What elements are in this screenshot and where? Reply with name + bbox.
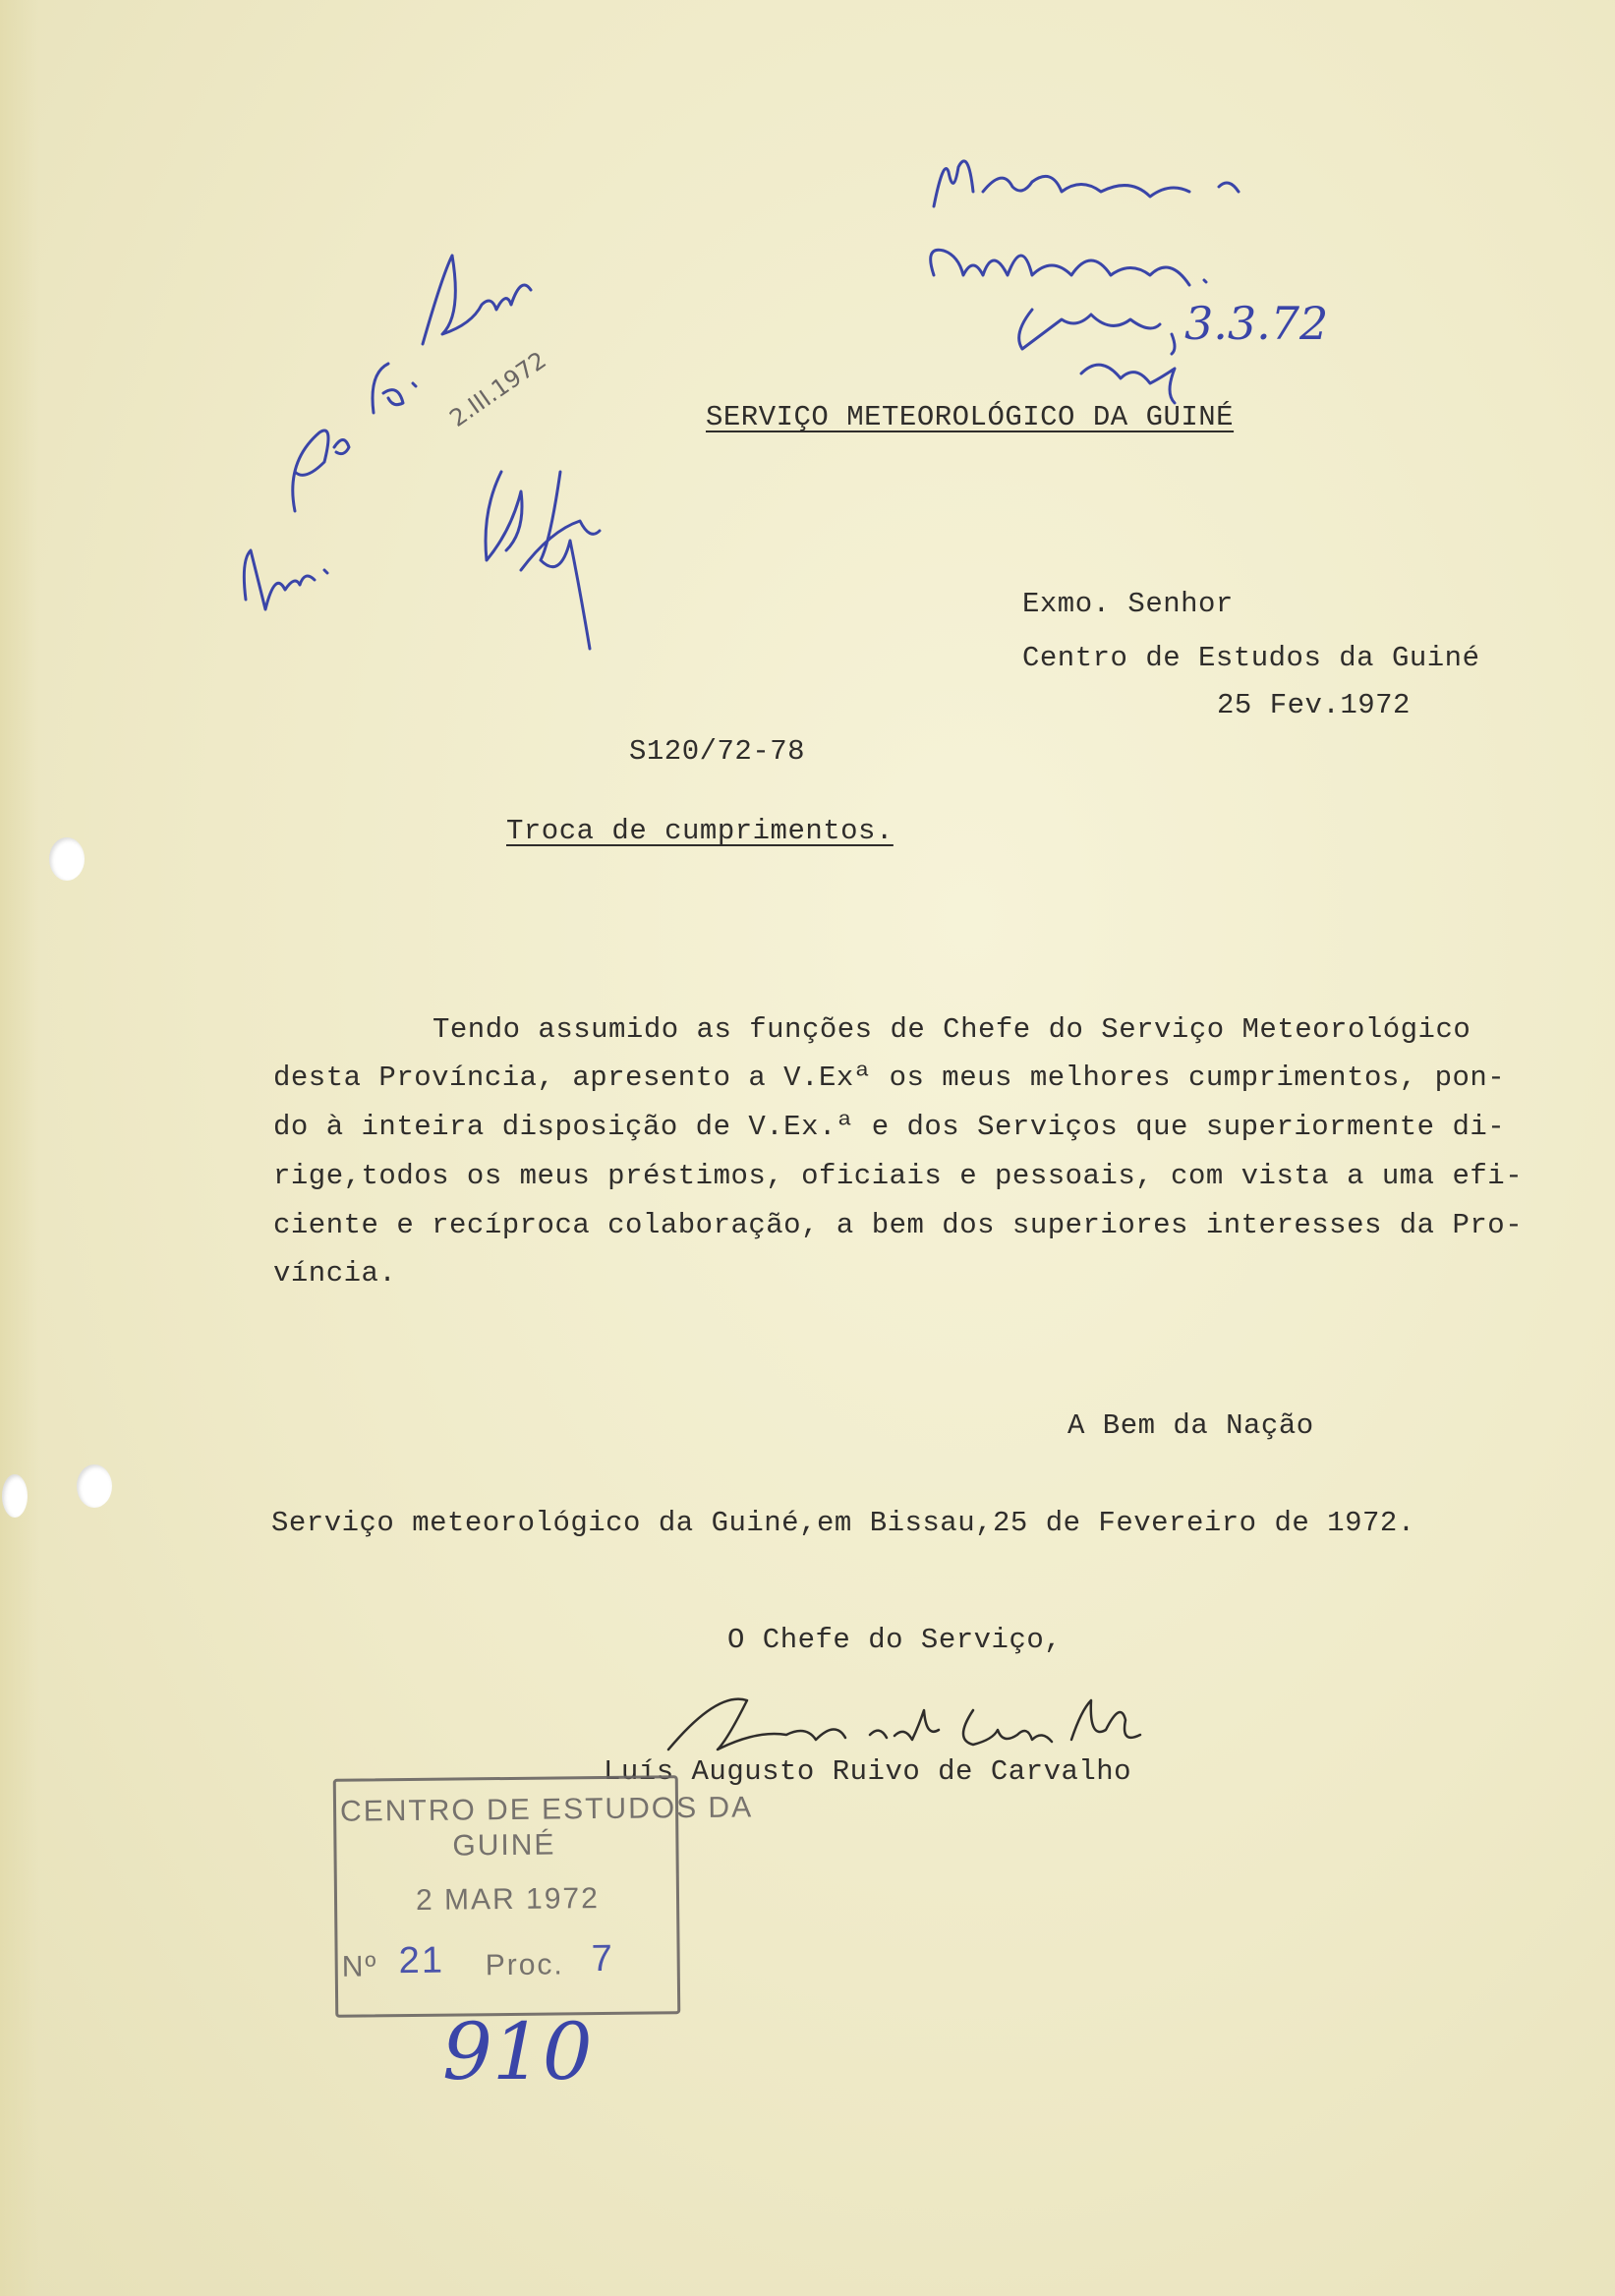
closing-formula: A Bem da Nação bbox=[1067, 1409, 1314, 1442]
place-and-date: Serviço meteorológico da Guiné,em Bissau,25 de Fevereiro de 1972. bbox=[271, 1507, 1415, 1539]
body-line: desta Província, apresento a V.Exª os meus melhores cumprimentos, pon- bbox=[273, 1062, 1506, 1094]
handwritten-stamp-note-text: 910 bbox=[442, 2006, 593, 2097]
handwritten-date-margin: 2.III.1972 bbox=[444, 346, 551, 432]
stamp-date: 2 MAR 1972 bbox=[415, 1882, 600, 1917]
letterhead: SERVIÇO METEOROLÓGICO DA GUINÉ bbox=[706, 401, 1235, 433]
addressee-salutation: Exmo. Senhor bbox=[1022, 588, 1234, 620]
body-line: Tendo assumido as funções de Chefe do Serviço Meteorológico bbox=[433, 1013, 1471, 1046]
paper-edge bbox=[0, 0, 39, 2296]
body-line: do à inteira disposição de V.Ex.ª e dos Serviços que superiormente di- bbox=[273, 1111, 1506, 1143]
punch-hole bbox=[77, 1464, 112, 1508]
body-line: rige,todos os meus préstimos, oficiais e pessoais, com vista a uma efi- bbox=[273, 1160, 1524, 1192]
stamp-line-1: CENTRO DE ESTUDOS DA bbox=[339, 1791, 754, 1828]
addressee-name: Centro de Estudos da Guiné bbox=[1022, 642, 1480, 674]
stamp-number-label: Nº bbox=[341, 1950, 378, 1983]
stamp-line-2: GUINÉ bbox=[452, 1828, 556, 1863]
subject-line: Troca de cumprimentos. bbox=[506, 815, 894, 847]
handwritten-stamp-note bbox=[433, 1976, 649, 2103]
handwritten-signature bbox=[659, 1671, 1209, 1769]
stamp-proc-label: Proc. bbox=[485, 1948, 564, 1982]
handwritten-note-top-right bbox=[914, 138, 1406, 413]
signoff: O Chefe do Serviço, bbox=[727, 1624, 1063, 1656]
addressee-date: 25 Fev.1972 bbox=[1217, 689, 1411, 721]
handwritten-note-left-margin bbox=[226, 236, 639, 708]
stamp-number: 21 bbox=[398, 1939, 445, 1982]
body-line: víncia. bbox=[273, 1257, 397, 1290]
stamp-proc: 7 bbox=[591, 1937, 615, 1980]
signatory-name: Luís Augusto Ruivo de Carvalho bbox=[604, 1755, 1132, 1788]
handwritten-date-top-right: 3.3.72 bbox=[1184, 297, 1329, 350]
body-line: ciente e recíproca colaboração, a bem dos superiores interesses da Pro- bbox=[273, 1209, 1524, 1241]
punch-hole bbox=[49, 837, 85, 881]
reference-number: S120/72-78 bbox=[629, 735, 806, 768]
punch-hole bbox=[2, 1474, 28, 1518]
